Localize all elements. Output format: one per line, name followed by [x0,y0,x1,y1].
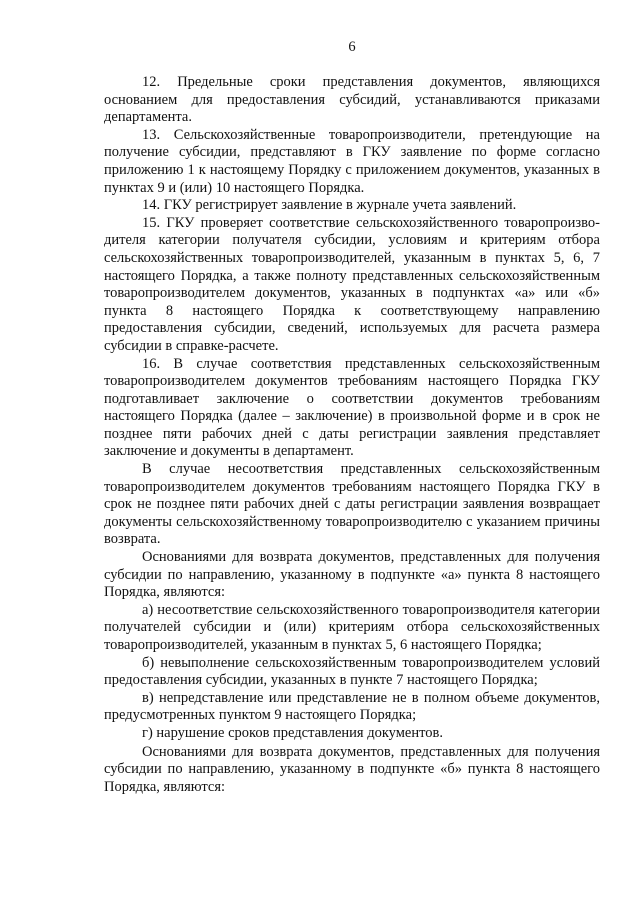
document-body [104,74,600,796]
paragraph-13: 13. Сельскохозяйственные товаропроизводители, претендующие на получение субсидии, представляют в ГКУ заявление по форме согласно приложению 1 к настоящему Порядку с приложением документов, указанных в пунктах 9 и (или) 10 настоящего Порядка. [104,126,600,196]
paragraph-16: 16. В случае соответствия представленных сельскохозяйственным товаропроизводителем документов требованиям настоящего Порядка ГКУ подготавливает заключение о соответствии документов требованиям настоящего Порядка (далее – заключение) в произвольной форме и в срок не позднее пяти рабочих дней с даты регистрации заявления представляет заключение и документы в департамент. [104,355,600,460]
list-item-b: б) невыполнение сельскохозяйственным товаропроизводителем условий предоставления субсидии, указанных в пункте 7 настоящего Порядка; [104,654,600,689]
list-item-a: а) несоответствие сельскохозяйственного товаропроизводителя категории получателей субсидии и (или) критериям отбора сельскохозяйственных товаропроизводителей, указанным в пунктах 5, 6 настоящего Порядка; [104,601,600,653]
paragraph-16-nonconformity: В случае несоответствия представленных сельскохозяйственным товаропроизводителем документов требованиям настоящего Порядка ГКУ в срок не позднее пяти рабочих дней с даты регистрации заявления возвращает документы сельскохозяйственному товаропроизводителю с указанием причины возврата. [104,461,600,548]
list-item-g: г) нарушение сроков представления документов. [142,724,443,741]
paragraph-12: 12. Предельные сроки представления документов, являющихся основанием для предоставления субсидий, устанавливаются приказами департамента. [104,74,600,126]
paragraph-15: 15. ГКУ проверяет соответствие сельскохозяйственного товаропроизводителя категории получателя субсидии, условиям и критериям отбора сельскохозяйственных товаропроизводителей, указанным в пунктах 5, 6, 7 настоящего Порядка, а также полноту представленных сельскохозяйственным товаропроизводителем документов, указанных в подпунктах «а» или «б» пункта 8 настоящего Порядка к соответствующему направлению предоставления субсидии, сведений, используемых для расчета размера субсидии в справке-расчете. [104,214,600,354]
list-item-v: в) непредставление или представление не в полном объеме документов, предусмотренных пунктом 9 настоящего Порядка; [104,689,600,724]
page-number: 6 [348,39,356,55]
paragraph-return-grounds-a: Основаниями для возврата документов, представленных для получения субсидии по направлению, указанному в подпункте «а» пункта 8 настоящего Порядка, являются: [104,549,600,601]
paragraph-return-grounds-b: Основаниями для возврата документов, представленных для получения субсидии по направлению, указанному в подпункте «б» пункта 8 настоящего Порядка, являются: [104,743,600,795]
paragraph-14: 14. ГКУ регистрирует заявление в журнале учета заявлений. [142,197,517,214]
